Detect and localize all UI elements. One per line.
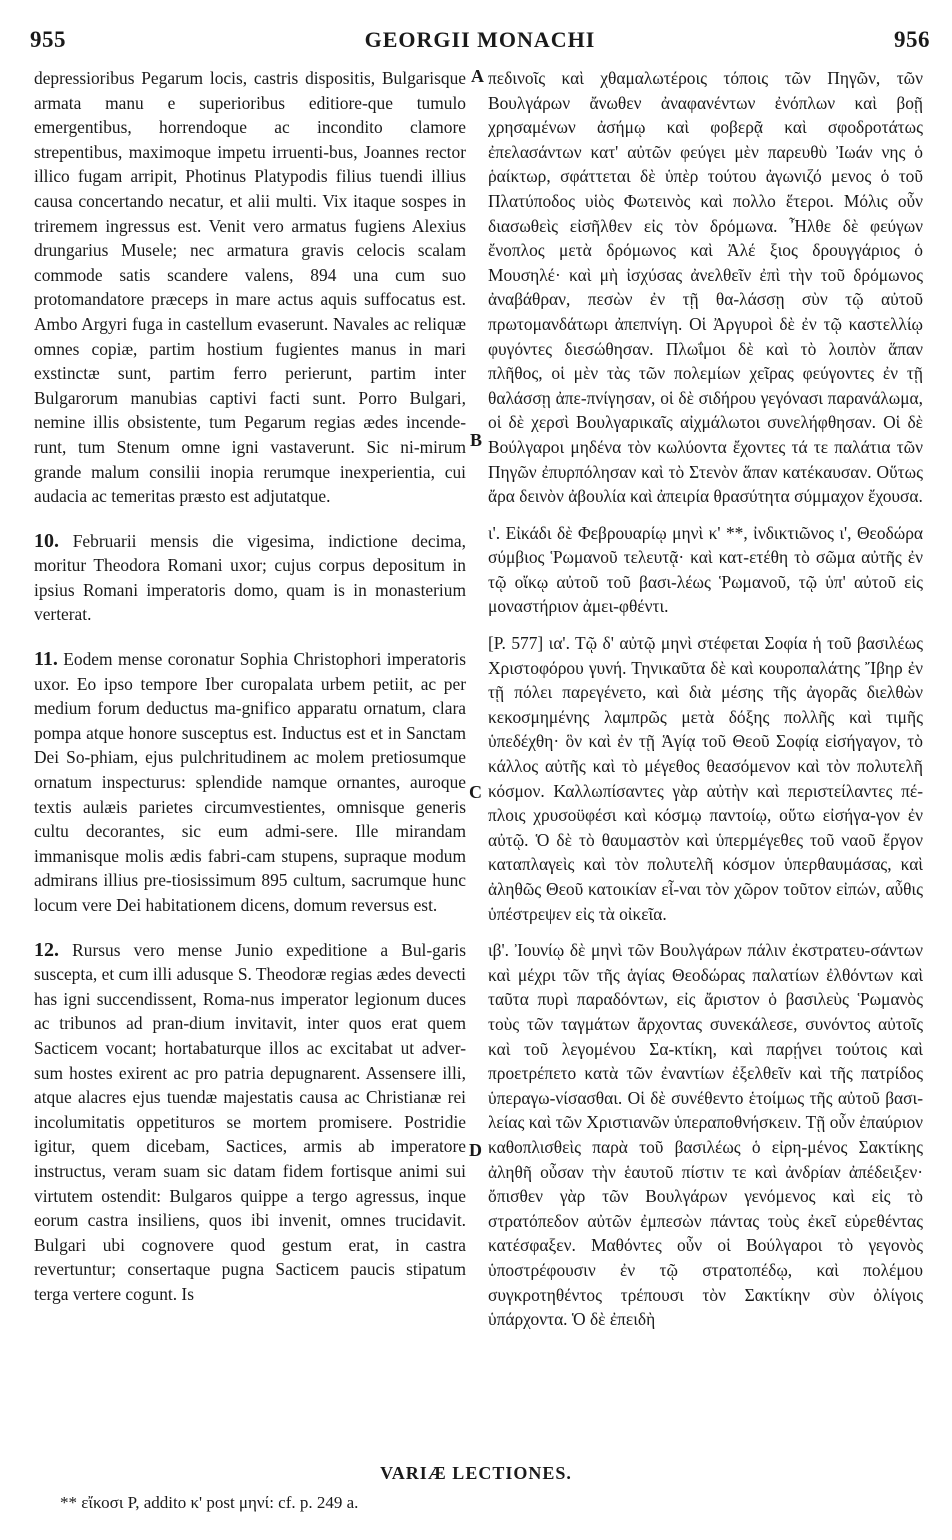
paragraph-number: 11. bbox=[34, 648, 58, 671]
page-header bbox=[30, 20, 930, 60]
latin-paragraph-text: Eodem mense coronatur Sophia Christophori imperatoris uxor. Eo ipso tempore Iber curopalata urbem petiit, ac per medium forum deductus ma-gnifico apparatu ornatum, clara pompa atque honore susceptus est. Inductus est et in Sanctam Dei So-phiam, ejus pulchritudinem ac molem pretiosumque ornatum inspecturus: splendide namque ornantes, auroque textis aulæis parietes circumvestientes, omnisque generis cultu decorantes, sic eum admi-sere. Ille mirandam immanisque molis ædis fabri-cam stupens, supraque modum admirans illius pre-tiosissimum 895 cultum, sacrumque hunc locum vere Dei habitationem dicens, domum reversus est. bbox=[34, 649, 466, 915]
running-title: GEORGII MONACHI bbox=[364, 27, 596, 52]
page-number-left: 955 bbox=[30, 27, 66, 52]
paragraph-number: 12. bbox=[34, 938, 59, 961]
variae-lectiones-heading: VARIÆ LECTIONES. bbox=[380, 1463, 572, 1483]
latin-paragraph-1: depressioribus Pegarum locis, castris dispositis, Bulgarisque armata manu e superioribus editiore-que tumulo emergentibus, horrendoque ac incondito clamore strepentibus, maximoque impetu irruenti-bus, Joannes rector illico fugam arripit, Photinus Platypodis filius tuendi illius causa concertando necatur, et alii multi. Vix itaque sospes in triremem ingressus est. Venit vero armatus fugiens Alexius drungarius Musele; nec armatura gravis celocis scalam commode satis scandere valens, 894 una cum suo protomandatore præceps in mare actus aquis suffocatus est. Ambo Argyri fuga in castellum evaserunt. Navales ac reliquæ omnes copiæ, partim hostium fugientes manus in mari exstinctæ sunt, partim ferro perierunt, partim inter Bulgarorum manubias captivi facti sunt. Porro Bulgari, nemine illis obsistente, tum Pegarum regias ædes incende-runt, tum Stenum omne igni vastaverunt. Sic ni-mirum grande malum consilii inopia rerumque inexperientia, cui audacia ac temeritas præsto est adjutatque. bbox=[34, 68, 466, 507]
greek-paragraph-12: ιβ'. Ἰουνίῳ δὲ μηνὶ τῶν Βουλγάρων πάλιν ἐκστρατευ-σάντων καὶ μέχρι τῶν τῆς ἁγίας Θεοδώρας παλατίων ἐλθόντων καὶ ταῦτα πυρὶ παραδόντων, εἰς ἄριστον ὁ βασιλεὺς Ῥωμανὸς τοὺς τῶν ταγμάτων ἄρχοντας συνεκάλεσε, συνόντος αὐτοῖς καὶ τοῦ λεγομένου Σα-κτίκη, καὶ παρῄνει τούτοις καὶ προετρέπετο κατὰ τῶν ἐναντίων ἐξελθεῖν καὶ τῆς πατρίδος ὑπεραγω-νίσασθαι. Οἱ δὲ συνέθεντο ἑτοίμως τῆς αὐτοῦ βασι-λείας καὶ τῶν Χριστιανῶν ὑπεραποθνήσκειν. Τῇ οὖν ἐπαύριον καθοπλισθεὶς παρὰ τοῦ βασιλέως ὁ εἰρη-μένος Σακτίκης ἀληθῆ οὖσαν τὴν ἑαυτοῦ πίστιν τε καὶ ἀνδρίαν ἀπέδειξεν· ὄπισθεν γὰρ τῶν Βουλγάρων γενόμενος καὶ εἰς τὸ στρατόπεδον αὐτῶν ἐμπεσὼν πάντας τοὺς ἐκεῖ εὑρεθέντας κατέσφαξεν. Μαθόντες οὖν οἱ Βούλγαροι τὸ γεγονὸς ὑποστρέφουσιν ἐν τῷ στρατοπέδῳ, καὶ πολέμου συγκροτηθέντος τρέπουσι τὸν Σακτίκην σὺν ὀλίγοις ὑπάρχοντα. Ὁ δὲ ἐπειδὴ bbox=[488, 940, 923, 1330]
margin-marker-d: D bbox=[469, 1140, 482, 1160]
margin-marker-c: C bbox=[469, 782, 482, 802]
latin-paragraph-11 bbox=[34, 647, 466, 918]
greek-paragraph-11: [P. 577] ια'. Τῷ δ' αὐτῷ μηνὶ στέφεται Σοφία ἡ τοῦ βασιλέως Χριστοφόρου γυνή. Τηνικαῦτα δὲ καὶ κουροπαλάτης Ἴβηρ ἐν τῇ πόλει παρεγένετο, καὶ διὰ μέσης τῆς ἀγορᾶς διελθὼν κεκοσμημένης λαμπρῶς μετὰ δόξης πολλῆς καὶ τιμῆς ὑπεδέχθη· ὃν καὶ ἐν τῇ Ἁγίᾳ τοῦ Θεοῦ Σοφίᾳ εἰσήγαγον, τὸ κάλλος αὐτῆς καὶ τὸ μέγεθος θεασόμενον καὶ τὸν πολυτελῆ κόσμον. Καλλωπίσαντες γὰρ αὐτὴν καὶ περιστείλαντες πέ-πλοις χρυσοϋφέσι καὶ κόσμῳ παντοίῳ, οὕτω εἰσήγα-γον ἐν αὐτῷ. Ὁ δὲ τὸ θαυμαστὸν καὶ ὑπερμέγεθες τοῦ ναοῦ ἔργον καταπλαγεὶς καὶ τὸν πολυτελῆ κόσμον ὑπερθαυμάσας, καὶ ἀληθῶς Θεοῦ κατοικίαν εἶ-ναι τὸν χῶρον τοῦτον εἰπών, αὖθις ὑπέστρεψεν εἰς τὰ οἰκεῖα. bbox=[488, 633, 923, 924]
margin-marker-b: B bbox=[470, 430, 483, 450]
latin-column bbox=[34, 66, 466, 1430]
greek-paragraph-10: ι'. Εἰκάδι δὲ Φεβρουαρίῳ μηνὶ κ' **, ἰνδικτιῶνος ι', Θεοδώρα σύμβιος Ῥωμανοῦ τελευτᾷ· καὶ κατ-ετέθη τὸ σῶμα αὐτῆς ἐν τῷ οἴκῳ αὐτοῦ τοῦ βασι-λέως Ῥωμανοῦ, τῷ ὑπ' αὐτοῦ εἰς μοναστήριον ἀμει-φθέντι. bbox=[488, 522, 923, 617]
footnote: ** εἴκοσι P, addito κ' post μηνί: cf. p. 249 a. bbox=[60, 1493, 359, 1512]
paragraph-number: 10. bbox=[34, 529, 59, 552]
page-number-right: 956 bbox=[894, 27, 930, 52]
latin-paragraph-text: Rursus vero mense Junio expeditione a Bul-garis suscepta, et cum illi adusque S. Theodoræ regias ædes devecti has igni succendissent, Roma-nus imperator legionum duces ac tribunos ad pran-dium invitavit, inter quos erat quem Sacticem vocant; hortabaturque illos ac excitabat ut adver-sum hostes exirent ac pro patria depugnarent. Assensere illi, atque alacres ejus tuendæ majestatis causa ac Christianæ rei incolumitatis oppetituros se mortem promisere. Postridie igitur, quem dicebam, Sactices, armis ab imperatore instructus, veram suam sic datam fidem fortisque animi sui virtutem ostendit: Bulgaros quippe a tergo agressus, inque eorum castra insiliens, quos ibi invenit, omnes trucidavit. Bulgari ubi cognovere quod gestum erat, in castra revertuntur; consertaque pugna Sacticem paucis stipatum terga vertere cogunt. Is bbox=[34, 939, 466, 1304]
latin-paragraph-text: Februarii mensis die vigesima, indictione decima, moritur Theodora Romani uxor; cujus corpus depositum in ipsius Romani imperatoris domo, quam is in monasterium verterat. bbox=[34, 530, 466, 625]
latin-paragraph-12 bbox=[34, 938, 466, 1307]
greek-paragraph-1: πεδινοῖς καὶ χθαμαλωτέροις τόποις τῶν Πηγῶν, τῶν Βουλγάρων ἄνωθεν ἀναφανέντων ἐνόπλων καὶ βοῇ χρησαμένων ἀσήμῳ καὶ φοβερᾷ καὶ σφοδροτάτως ἐπελασάντων κατ' αὐτῶν φεύγει μὲν παρευθὺ Ἰωάν νης ὁ ῥαίκτωρ, σφάττεται δὲ ὑπὲρ τούτου ἀγωνιζό μενος ὁ τοῦ Πλατύποδος υἱὸς Φωτεινὸς καὶ πολλο ἕτεροι. Μόλις οὖν διασωθεὶς εἰσῆλθεν εἰς τὸν δρόμωνα. Ἦλθε δὲ φεύγων ἔνοπλος μετὰ δρόμωνος καὶ Ἀλέ ξιος δρουγγάριος ὁ Μουσηλέ· καὶ μὴ ἰσχύσας ἀνελθεῖν ἐπὶ τὴν τοῦ δρόμωνος ἀναβάθραν, πεσὼν ἐν τῇ θα-λάσσῃ σὺν τῷ αὐτοῦ πρωτομανδάτωρι ἀπεπνίγη. Οἱ Ἀργυροὶ δὲ ἐν τῷ καστελλίῳ φυγόντες διεσώθησαν. Πλωΐμοι δὲ καὶ τὸ λοιπὸν ἅπαν πλῆθος, οἱ μὲν τὰς τῶν πολεμίων χεῖρας φεύγοντες ἐν τῇ θαλάσσῃ ἀπε-πνίγησαν, οἱ δὲ σιδήρου γεγόνασι παρανάλωμα, οἱ δὲ χερσὶ Βουλγαρικαῖς αἰχμάλωτοι συνελήφθησαν. Οἱ δὲ Βούλγαροι μηδένα τὸν κωλύοντα ἔχοντες τά τε παλάτια τῶν Πηγῶν ἐπυρπόλησαν καὶ τὸ Στενὸν ἅπαν κατέκαυσαν. Οὕτως ἄρα δεινὸν ἀβουλία καὶ ἀπειρία θρασύτητα σύμμαχον ἔχουσα. bbox=[488, 68, 923, 507]
latin-paragraph-10 bbox=[34, 529, 466, 627]
greek-column bbox=[488, 66, 923, 1430]
margin-marker-a: A bbox=[471, 66, 484, 86]
